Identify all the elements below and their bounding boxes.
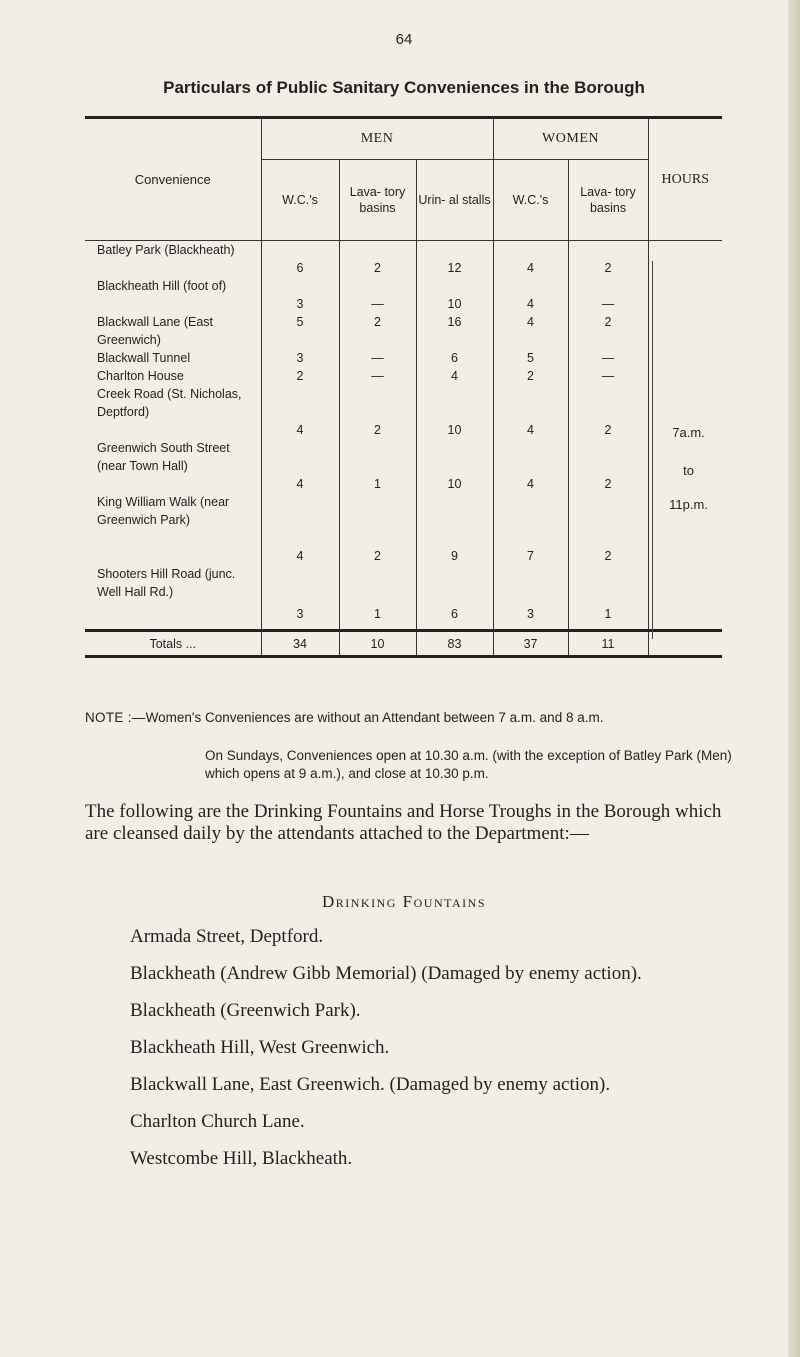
- men-wc-value: 4: [261, 439, 339, 493]
- header-men-urinal: Urin- al stalls: [416, 160, 493, 241]
- fountains-heading: Drinking Fountains: [321, 892, 486, 911]
- men-urinal-value: 12: [416, 241, 493, 277]
- row-name: King William Walk (near Greenwich Park): [97, 494, 230, 527]
- men-lavatory-value: 2: [339, 385, 416, 439]
- women-wc-value: 5: [493, 349, 568, 367]
- list-item: Blackheath (Greenwich Park).: [130, 1000, 361, 1021]
- table-row: [85, 493, 722, 565]
- men-urinal-value: 6: [416, 349, 493, 367]
- women-wc-value: 2: [493, 367, 568, 385]
- total-women-wc: 37: [493, 631, 568, 657]
- list-item: Blackheath (Andrew Gibb Memorial) (Damaged by enemy action).: [130, 963, 642, 984]
- women-lavatory-value: —: [568, 277, 648, 313]
- hours-to: to: [683, 463, 694, 478]
- men-urinal-value: 10: [416, 439, 493, 493]
- men-urinal-value: 16: [416, 313, 493, 349]
- men-urinal-value: 10: [416, 385, 493, 439]
- list-item: Westcombe Hill, Blackheath.: [130, 1148, 353, 1169]
- men-lavatory-value: 1: [339, 565, 416, 631]
- row-name: Batley Park (Blackheath): [97, 243, 235, 257]
- men-urinal-value: 6: [416, 565, 493, 631]
- men-urinal-value: 9: [416, 493, 493, 565]
- row-name: Blackwall Lane (East Greenwich): [97, 314, 214, 347]
- women-wc-value: 4: [493, 241, 568, 277]
- hours-cell: [648, 241, 722, 631]
- women-lavatory-value: 2: [568, 385, 648, 439]
- list-item: Armada Street, Deptford.: [130, 926, 324, 947]
- list-item: Charlton Church Lane.: [130, 1111, 305, 1132]
- men-wc-value: 5: [261, 313, 339, 349]
- page-number: 64: [395, 31, 413, 48]
- row-name: Blackwall Tunnel: [97, 350, 191, 365]
- note-attendant: [85, 709, 725, 727]
- table-row: [85, 565, 722, 631]
- men-urinal-value: 10: [416, 277, 493, 313]
- women-wc-value: 4: [493, 385, 568, 439]
- header-women: WOMEN: [493, 118, 648, 160]
- page-title: Particulars of Public Sanitary Conveniences in the Borough: [163, 78, 645, 97]
- men-lavatory-value: 2: [339, 241, 416, 277]
- note-sundays: On Sundays, Conveniences open at 10.30 a.m. (with the exception of Batley Park (Men) which opens at 9 a.m.), and close at 10.30 p.m.: [205, 748, 732, 781]
- women-lavatory-value: —: [568, 349, 648, 367]
- conveniences-table: [85, 116, 722, 658]
- header-men-wc: W.C.'s: [261, 160, 339, 241]
- header-men: MEN: [261, 118, 493, 160]
- men-wc-value: 3: [261, 565, 339, 631]
- row-name: Creek Road (St. Nicholas, Deptford): [97, 386, 242, 419]
- men-lavatory-value: —: [339, 277, 416, 313]
- women-wc-value: 4: [493, 439, 568, 493]
- row-name: Greenwich South Street (near Town Hall): [97, 440, 230, 473]
- table-row: [85, 277, 722, 313]
- women-lavatory-value: 2: [568, 241, 648, 277]
- women-lavatory-value: 2: [568, 313, 648, 349]
- total-men-wc: 34: [261, 631, 339, 657]
- women-lavatory-value: 2: [568, 493, 648, 565]
- table-row: [85, 313, 722, 349]
- row-name: Blackheath Hill (foot of): [97, 278, 227, 293]
- table-row: [85, 439, 722, 493]
- men-wc-value: 3: [261, 277, 339, 313]
- hours-from: 7a.m.: [672, 425, 705, 440]
- total-women-lavatory: 11: [568, 631, 648, 657]
- header-convenience: Convenience: [85, 118, 261, 241]
- note-label: NOTE :—: [85, 710, 146, 725]
- men-wc-value: 3: [261, 349, 339, 367]
- hours-brace: [652, 261, 653, 639]
- hours-until: 11p.m.: [669, 497, 708, 512]
- women-lavatory-value: 2: [568, 439, 648, 493]
- totals-label: Totals ...: [85, 631, 261, 657]
- header-men-lavatory: Lava- tory basins: [339, 160, 416, 241]
- note-text: Women's Conveniences are without an Attendant between 7 a.m. and 8 a.m.: [145, 710, 604, 725]
- total-men-urinal: 83: [416, 631, 493, 657]
- list-item: Blackheath Hill, West Greenwich.: [130, 1037, 390, 1058]
- table-row: [85, 385, 722, 439]
- men-urinal-value: 4: [416, 367, 493, 385]
- header-women-wc: W.C.'s: [493, 160, 568, 241]
- row-name: Shooters Hill Road (junc. Well Hall Rd.): [97, 566, 236, 599]
- fountains-intro-paragraph: The following are the Drinking Fountains and Horse Troughs in the Borough which are cleansed daily by the attendants attached to the Department:—: [85, 801, 722, 844]
- men-wc-value: 4: [261, 385, 339, 439]
- page-edge: [788, 0, 800, 1357]
- men-lavatory-value: 2: [339, 493, 416, 565]
- men-lavatory-value: —: [339, 367, 416, 385]
- table-row: [85, 367, 722, 385]
- total-men-lavatory: 10: [339, 631, 416, 657]
- men-lavatory-value: 1: [339, 439, 416, 493]
- table-row: [85, 349, 722, 367]
- table-row: [85, 241, 722, 277]
- men-wc-value: 2: [261, 367, 339, 385]
- women-wc-value: 4: [493, 313, 568, 349]
- list-item: Blackwall Lane, East Greenwich. (Damaged by enemy action).: [130, 1074, 611, 1095]
- totals-row: [85, 631, 722, 657]
- fountains-list: [130, 926, 750, 1185]
- row-name: Charlton House: [97, 368, 184, 383]
- men-lavatory-value: —: [339, 349, 416, 367]
- women-wc-value: 7: [493, 493, 568, 565]
- women-lavatory-value: —: [568, 367, 648, 385]
- header-hours: HOURS: [648, 118, 722, 241]
- women-wc-value: 4: [493, 277, 568, 313]
- men-wc-value: 4: [261, 493, 339, 565]
- women-lavatory-value: 1: [568, 565, 648, 631]
- header-women-lavatory: Lava- tory basins: [568, 160, 648, 241]
- women-wc-value: 3: [493, 565, 568, 631]
- men-lavatory-value: 2: [339, 313, 416, 349]
- men-wc-value: 6: [261, 241, 339, 277]
- total-hours-blank: [648, 631, 722, 657]
